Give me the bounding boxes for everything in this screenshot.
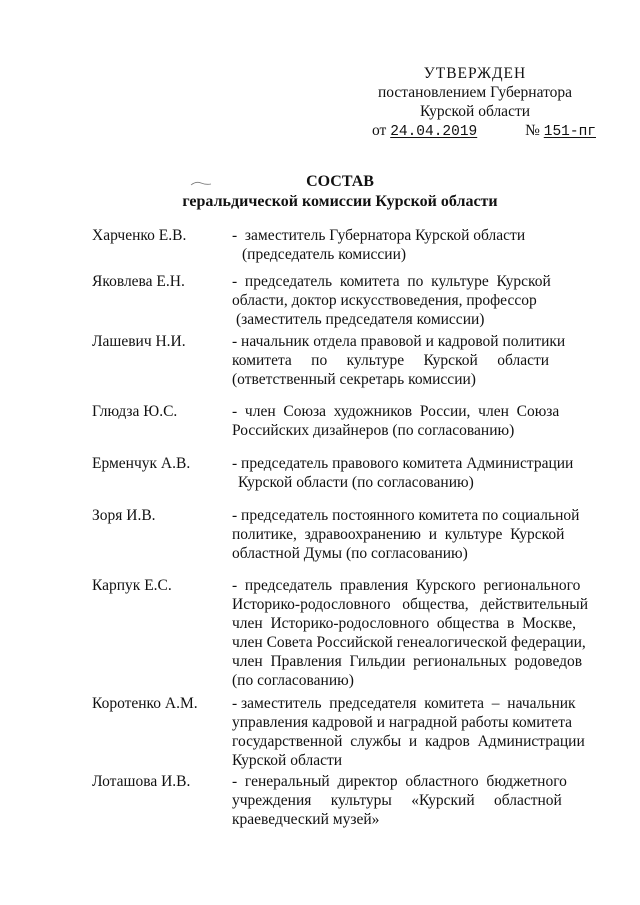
member-description-line: - председатель правового комитета Администрации [232, 455, 574, 472]
number-prefix: № [525, 122, 540, 139]
member-description-line: областной Думы (по согласованию) [232, 545, 468, 562]
approval-block [360, 64, 596, 142]
member-description-line: член Совета Российской генеалогической федерации, [232, 634, 586, 651]
member-description [232, 506, 584, 563]
approval-line-1: постановлением Губернатора [377, 84, 573, 101]
member-name: Харченко Е.В. [92, 227, 187, 244]
member-name: Карпук Е.С. [92, 577, 172, 594]
member-description [232, 272, 584, 329]
member-name: Глюдза Ю.С. [92, 403, 178, 420]
approval-date: 24.04.2019 [390, 124, 478, 140]
approval-heading: УТВЕРЖДЕН [423, 65, 527, 82]
member-description-line: Курской области (по согласованию) [238, 474, 474, 491]
title-line-1: СОСТАВ [306, 173, 374, 190]
member-description [232, 772, 584, 829]
member-description-line: учреждения культуры «Курский областной [232, 792, 562, 809]
title-line-2: геральдической комиссии Курской области [182, 193, 498, 210]
member-name: Яковлева Е.Н. [92, 273, 185, 290]
member-description-line: - член Союза художников России, член Союза [232, 403, 560, 420]
member-description-line: Курской области [232, 752, 343, 769]
member-description-line: член Историко-родословного общества в Москве, [232, 615, 577, 632]
member-description-line: государственной службы и кадров Администрации [232, 733, 585, 750]
member-description-line: - начальник отдела правовой и кадровой политики [232, 333, 566, 350]
member-description-line: - председатель правления Курского регионального [232, 577, 581, 594]
member-description-line: Историко-родословного общества, действительный [232, 596, 589, 613]
member-description-line: (председатель комиссии) [242, 246, 407, 263]
member-description-line: член Правления Гильдии региональных родоведов [232, 653, 583, 670]
approval-number: 151-пг [543, 124, 596, 140]
member-name: Лашевич Н.И. [92, 333, 186, 350]
member-description [232, 402, 584, 440]
member-name: Зоря И.В. [92, 507, 156, 524]
member-description-line: (ответственный секретарь комиссии) [232, 371, 476, 388]
member-description [232, 332, 584, 389]
approval-date-line [360, 121, 596, 142]
member-description-line: (заместитель председателя комиссии) [236, 311, 485, 328]
member-description [232, 454, 584, 492]
member-description [232, 694, 584, 770]
member-description [232, 576, 589, 690]
member-description-line: - заместитель председателя комитета – начальник [232, 695, 576, 712]
member-description-line: политике, здравоохранению и культуре Курской [232, 526, 565, 543]
member-description-line: управления кадровой и наградной работы комитета [232, 714, 573, 731]
member-description-line: - председатель комитета по культуре Курской [232, 273, 551, 290]
member-description-line: - заместитель Губернатора Курской области [232, 227, 526, 244]
member-description-line: Российских дизайнеров (по согласованию) [232, 422, 515, 439]
document-title [140, 172, 540, 212]
member-description-line: - генеральный директор областного бюджетного [232, 773, 567, 790]
approval-line-2: Курской области [419, 103, 531, 120]
member-description-line: области, доктор искусствоведения, профессор [232, 292, 537, 309]
date-prefix: от [372, 122, 387, 139]
member-name: Коротенко А.М. [92, 695, 198, 712]
member-name: Лоташова И.В. [92, 773, 191, 790]
member-description [232, 226, 584, 264]
member-name: Ерменчук А.В. [92, 455, 191, 472]
member-description-line: краеведческий музей» [232, 811, 380, 828]
member-description-line: - председатель постоянного комитета по социальной [232, 507, 580, 524]
member-description-line: комитета по культуре Курской области [232, 352, 550, 369]
member-description-line: (по согласованию) [232, 672, 354, 689]
